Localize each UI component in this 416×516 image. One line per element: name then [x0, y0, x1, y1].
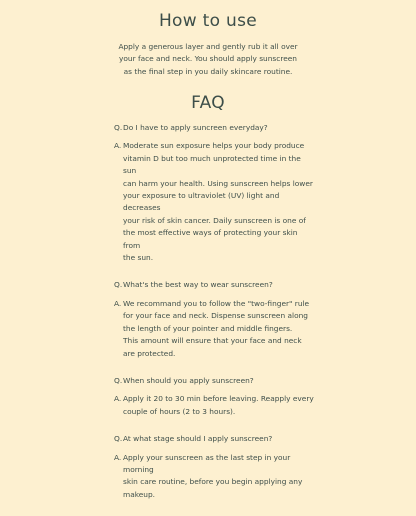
- faq-answer: [114, 298, 314, 360]
- answer-text: Apply it 20 to 30 min before leaving. Reapply every couple of hours (2 to 3 hours).: [123, 394, 314, 416]
- question-prefix: Q.: [114, 280, 123, 290]
- answer-prefix: A.: [114, 298, 122, 308]
- question-text: What's the best way to wear sunscreen?: [123, 280, 273, 290]
- faq-item: [114, 279, 314, 359]
- answer-text: We recommand you to follow the "two-finger" rule for your face and neck. Dispense sunscreen along the length of your pointer and middle fingers. This amount will ensure that your face and neck are protected.: [123, 298, 310, 358]
- how-to-use-title: How to use: [158, 11, 258, 31]
- question-text: Do I have to apply suncreen everyday?: [123, 123, 268, 132]
- answer-text: Apply your sunscreen as the last step in your morning skin care routine, before you begin applying any makeup.: [123, 452, 303, 499]
- answer-prefix: A.: [114, 452, 122, 462]
- question-text: At what stage should I apply sunscreen?: [123, 434, 273, 444]
- faq-question[interactable]: [114, 279, 314, 291]
- faq-answer: [114, 452, 314, 502]
- faq-question[interactable]: [114, 122, 314, 134]
- faq-question[interactable]: [114, 433, 314, 445]
- answer-prefix: A.: [114, 394, 122, 404]
- answer-prefix: A.: [114, 141, 122, 151]
- faq-item: [114, 433, 314, 501]
- faq-answer: [114, 140, 314, 264]
- faq-question[interactable]: [114, 375, 314, 387]
- how-to-use-text: Apply a generous layer and gently rub it all over your face and neck. You should apply sunscreen as the final step in you daily skincare routine.: [118, 42, 298, 76]
- faq-item: [114, 375, 314, 418]
- faq-item: [114, 122, 314, 264]
- question-prefix: Q.: [114, 434, 123, 444]
- answer-text: Moderate sun exposure helps your body produce vitamin D but too much unprotected time in the sun can harm your health. Using sunscreen helps lower your exposure to ultraviolet (UV) light and decreases your risk of skin cancer. Daily sunscreen is one of the most effective ways of protecting your skin from the sun.: [123, 141, 313, 263]
- faq-title: FAQ: [191, 93, 225, 113]
- faq-list: [114, 122, 314, 516]
- question-prefix: Q.: [114, 123, 123, 132]
- faq-answer: [114, 393, 314, 418]
- question-prefix: Q.: [114, 375, 123, 385]
- question-text: When should you apply sunscreen?: [123, 375, 254, 385]
